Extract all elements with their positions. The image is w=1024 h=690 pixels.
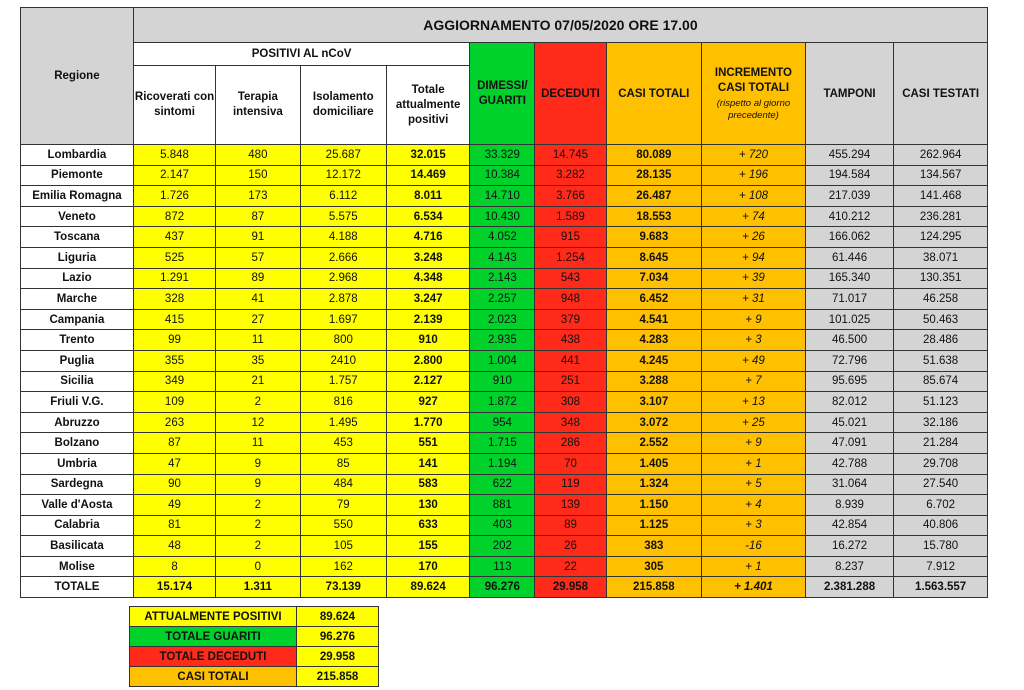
cell-deceduti: 119	[535, 474, 606, 495]
cell-ricoverati: 5.848	[133, 145, 215, 166]
header-incremento-label: INCREMENTO CASI TOTALI	[714, 66, 793, 94]
header-casi-testati: CASI TESTATI	[894, 43, 988, 145]
cell-testati: 236.281	[894, 206, 988, 227]
totals-dimessi: 96.276	[470, 577, 535, 598]
cell-totale: 3.248	[386, 247, 469, 268]
summary-label: CASI TOTALI	[130, 667, 297, 687]
cell-tamponi: 8.237	[805, 556, 893, 577]
cell-deceduti: 308	[535, 392, 606, 413]
table-row	[21, 495, 988, 516]
cell-isolamento: 800	[300, 330, 386, 351]
cell-incremento: + 3	[702, 330, 806, 351]
cell-incremento: + 5	[702, 474, 806, 495]
totals-casi: 215.858	[606, 577, 702, 598]
table-row	[21, 330, 988, 351]
cell-isolamento: 1.697	[300, 309, 386, 330]
cell-casi: 7.034	[606, 268, 702, 289]
table-row	[21, 556, 988, 577]
cell-casi: 2.552	[606, 433, 702, 454]
cell-totale: 32.015	[386, 145, 469, 166]
cell-incremento: -16	[702, 536, 806, 557]
cell-deceduti: 3.282	[535, 165, 606, 186]
cell-isolamento: 6.112	[300, 186, 386, 207]
cell-regione: Trento	[21, 330, 134, 351]
cell-tamponi: 455.294	[805, 145, 893, 166]
cell-regione: Puglia	[21, 350, 134, 371]
table-row	[21, 165, 988, 186]
table-row	[21, 433, 988, 454]
cell-incremento: + 49	[702, 350, 806, 371]
table-row	[21, 371, 988, 392]
cell-ricoverati: 263	[133, 412, 215, 433]
cell-deceduti: 438	[535, 330, 606, 351]
cell-totale: 141	[386, 453, 469, 474]
cell-isolamento: 25.687	[300, 145, 386, 166]
cell-deceduti: 3.766	[535, 186, 606, 207]
summary-value: 29.958	[297, 647, 379, 667]
cell-testati: 15.780	[894, 536, 988, 557]
cell-tamponi: 8.939	[805, 495, 893, 516]
cell-incremento: + 31	[702, 289, 806, 310]
cell-incremento: + 94	[702, 247, 806, 268]
cell-dimessi: 881	[470, 495, 535, 516]
cell-dimessi: 954	[470, 412, 535, 433]
cell-testati: 40.806	[894, 515, 988, 536]
cell-deceduti: 22	[535, 556, 606, 577]
cell-casi: 1.125	[606, 515, 702, 536]
cell-regione: Campania	[21, 309, 134, 330]
cell-incremento: + 9	[702, 433, 806, 454]
header-regione: Regione	[21, 8, 134, 145]
cell-dimessi: 202	[470, 536, 535, 557]
header-totale-positivi: Totale attualmente positivi	[386, 66, 469, 145]
cell-regione: Bolzano	[21, 433, 134, 454]
cell-totale: 551	[386, 433, 469, 454]
cell-terapia: 57	[216, 247, 300, 268]
totals-incremento: + 1.401	[702, 577, 806, 598]
cell-dimessi: 10.430	[470, 206, 535, 227]
cell-deceduti: 89	[535, 515, 606, 536]
cell-regione: Lombardia	[21, 145, 134, 166]
cell-casi: 26.487	[606, 186, 702, 207]
cell-totale: 155	[386, 536, 469, 557]
cell-ricoverati: 109	[133, 392, 215, 413]
cell-deceduti: 379	[535, 309, 606, 330]
cell-deceduti: 915	[535, 227, 606, 248]
summary-value: 96.276	[297, 627, 379, 647]
totals-deceduti: 29.958	[535, 577, 606, 598]
cell-ricoverati: 525	[133, 247, 215, 268]
cell-tamponi: 410.212	[805, 206, 893, 227]
cell-tamponi: 16.272	[805, 536, 893, 557]
cell-testati: 32.186	[894, 412, 988, 433]
cell-casi: 28.135	[606, 165, 702, 186]
cell-testati: 262.964	[894, 145, 988, 166]
cell-isolamento: 1.757	[300, 371, 386, 392]
cell-regione: Sardegna	[21, 474, 134, 495]
cell-casi: 18.553	[606, 206, 702, 227]
table-row	[21, 515, 988, 536]
header-tamponi: TAMPONI	[805, 43, 893, 145]
cell-terapia: 89	[216, 268, 300, 289]
cell-isolamento: 2.878	[300, 289, 386, 310]
cell-regione: Calabria	[21, 515, 134, 536]
cell-dimessi: 14.710	[470, 186, 535, 207]
cell-tamponi: 101.025	[805, 309, 893, 330]
cell-dimessi: 1.194	[470, 453, 535, 474]
cell-ricoverati: 872	[133, 206, 215, 227]
table-body	[21, 145, 988, 577]
cell-totale: 927	[386, 392, 469, 413]
cell-totale: 130	[386, 495, 469, 516]
cell-testati: 50.463	[894, 309, 988, 330]
cell-deceduti: 1.589	[535, 206, 606, 227]
cell-ricoverati: 355	[133, 350, 215, 371]
cell-casi: 3.107	[606, 392, 702, 413]
cell-totale: 4.348	[386, 268, 469, 289]
cell-ricoverati: 328	[133, 289, 215, 310]
cell-deceduti: 348	[535, 412, 606, 433]
cell-ricoverati: 1.291	[133, 268, 215, 289]
cell-deceduti: 70	[535, 453, 606, 474]
summary-label: TOTALE DECEDUTI	[130, 647, 297, 667]
cell-terapia: 91	[216, 227, 300, 248]
cell-regione: Abruzzo	[21, 412, 134, 433]
cell-terapia: 2	[216, 495, 300, 516]
cell-tamponi: 61.446	[805, 247, 893, 268]
cell-ricoverati: 87	[133, 433, 215, 454]
cell-regione: Valle d'Aosta	[21, 495, 134, 516]
cell-deceduti: 26	[535, 536, 606, 557]
summary-row	[130, 607, 379, 627]
cell-incremento: + 3	[702, 515, 806, 536]
cell-isolamento: 85	[300, 453, 386, 474]
cell-totale: 2.127	[386, 371, 469, 392]
cell-dimessi: 2.935	[470, 330, 535, 351]
table-row	[21, 309, 988, 330]
cell-dimessi: 10.384	[470, 165, 535, 186]
cell-isolamento: 550	[300, 515, 386, 536]
cell-tamponi: 82.012	[805, 392, 893, 413]
table-row	[21, 227, 988, 248]
cell-casi: 1.150	[606, 495, 702, 516]
cell-terapia: 87	[216, 206, 300, 227]
header-deceduti: DECEDUTI	[535, 43, 606, 145]
summary-body	[130, 607, 379, 687]
cell-isolamento: 2.968	[300, 268, 386, 289]
cell-testati: 28.486	[894, 330, 988, 351]
cell-dimessi: 33.329	[470, 145, 535, 166]
cell-totale: 3.247	[386, 289, 469, 310]
cell-terapia: 11	[216, 330, 300, 351]
cell-incremento: + 7	[702, 371, 806, 392]
cell-casi: 8.645	[606, 247, 702, 268]
cell-incremento: + 25	[702, 412, 806, 433]
cell-deceduti: 14.745	[535, 145, 606, 166]
cell-terapia: 150	[216, 165, 300, 186]
cell-testati: 51.638	[894, 350, 988, 371]
summary-label: ATTUALMENTE POSITIVI	[130, 607, 297, 627]
cell-tamponi: 217.039	[805, 186, 893, 207]
table-row	[21, 453, 988, 474]
cell-deceduti: 139	[535, 495, 606, 516]
cell-ricoverati: 437	[133, 227, 215, 248]
cell-terapia: 9	[216, 474, 300, 495]
table-row	[21, 412, 988, 433]
cell-casi: 383	[606, 536, 702, 557]
cell-dimessi: 2.023	[470, 309, 535, 330]
summary-label: TOTALE GUARITI	[130, 627, 297, 647]
header-isolamento: Isolamento domiciliare	[300, 66, 386, 145]
cell-tamponi: 72.796	[805, 350, 893, 371]
totals-ricoverati: 15.174	[133, 577, 215, 598]
cell-ricoverati: 8	[133, 556, 215, 577]
cell-totale: 2.800	[386, 350, 469, 371]
summary-table	[129, 606, 379, 687]
cell-testati: 124.295	[894, 227, 988, 248]
cell-dimessi: 2.257	[470, 289, 535, 310]
cell-isolamento: 162	[300, 556, 386, 577]
cell-isolamento: 79	[300, 495, 386, 516]
cell-casi: 3.288	[606, 371, 702, 392]
cell-ricoverati: 47	[133, 453, 215, 474]
cell-totale: 2.139	[386, 309, 469, 330]
cell-tamponi: 165.340	[805, 268, 893, 289]
cell-totale: 633	[386, 515, 469, 536]
cell-tamponi: 31.064	[805, 474, 893, 495]
cell-regione: Emilia Romagna	[21, 186, 134, 207]
table-row	[21, 289, 988, 310]
cell-totale: 8.011	[386, 186, 469, 207]
cell-incremento: + 4	[702, 495, 806, 516]
cell-terapia: 35	[216, 350, 300, 371]
cell-dimessi: 1.715	[470, 433, 535, 454]
cell-isolamento: 2.666	[300, 247, 386, 268]
cell-tamponi: 194.584	[805, 165, 893, 186]
header-dimessi: DIMESSI/ GUARITI	[470, 43, 535, 145]
cell-incremento: + 26	[702, 227, 806, 248]
cell-testati: 141.468	[894, 186, 988, 207]
cell-deceduti: 441	[535, 350, 606, 371]
summary-row	[130, 667, 379, 687]
cell-incremento: + 196	[702, 165, 806, 186]
totals-isolamento: 73.139	[300, 577, 386, 598]
table-row	[21, 145, 988, 166]
cell-deceduti: 948	[535, 289, 606, 310]
cell-testati: 29.708	[894, 453, 988, 474]
cell-isolamento: 105	[300, 536, 386, 557]
cell-ricoverati: 49	[133, 495, 215, 516]
cell-incremento: + 39	[702, 268, 806, 289]
cell-testati: 27.540	[894, 474, 988, 495]
cell-incremento: + 9	[702, 309, 806, 330]
cell-testati: 21.284	[894, 433, 988, 454]
header-terapia: Terapia intensiva	[216, 66, 300, 145]
cell-dimessi: 910	[470, 371, 535, 392]
cell-casi: 1.405	[606, 453, 702, 474]
totals-tamponi: 2.381.288	[805, 577, 893, 598]
cell-terapia: 12	[216, 412, 300, 433]
cell-regione: Liguria	[21, 247, 134, 268]
cell-ricoverati: 48	[133, 536, 215, 557]
cell-casi: 4.541	[606, 309, 702, 330]
cell-casi: 80.089	[606, 145, 702, 166]
totals-terapia: 1.311	[216, 577, 300, 598]
table-row	[21, 206, 988, 227]
cell-totale: 910	[386, 330, 469, 351]
cell-testati: 7.912	[894, 556, 988, 577]
cell-tamponi: 42.854	[805, 515, 893, 536]
table-row	[21, 247, 988, 268]
cell-terapia: 480	[216, 145, 300, 166]
header-casi-totali: CASI TOTALI	[606, 43, 702, 145]
cell-regione: Toscana	[21, 227, 134, 248]
cell-isolamento: 453	[300, 433, 386, 454]
cell-totale: 6.534	[386, 206, 469, 227]
cell-regione: Sicilia	[21, 371, 134, 392]
cell-isolamento: 484	[300, 474, 386, 495]
cell-dimessi: 2.143	[470, 268, 535, 289]
cell-regione: Friuli V.G.	[21, 392, 134, 413]
cell-casi: 6.452	[606, 289, 702, 310]
cell-isolamento: 816	[300, 392, 386, 413]
header-ricoverati: Ricoverati con sintomi	[133, 66, 215, 145]
cell-incremento: + 108	[702, 186, 806, 207]
cell-isolamento: 1.495	[300, 412, 386, 433]
totals-testati: 1.563.557	[894, 577, 988, 598]
cell-casi: 9.683	[606, 227, 702, 248]
cell-isolamento: 4.188	[300, 227, 386, 248]
summary-value: 89.624	[297, 607, 379, 627]
cell-regione: Umbria	[21, 453, 134, 474]
cell-regione: Marche	[21, 289, 134, 310]
table-row	[21, 536, 988, 557]
cell-terapia: 9	[216, 453, 300, 474]
cell-terapia: 27	[216, 309, 300, 330]
cell-regione: Molise	[21, 556, 134, 577]
cell-tamponi: 47.091	[805, 433, 893, 454]
cell-totale: 4.716	[386, 227, 469, 248]
covid-regional-table	[20, 7, 988, 598]
cell-ricoverati: 415	[133, 309, 215, 330]
summary-value: 215.858	[297, 667, 379, 687]
cell-deceduti: 1.254	[535, 247, 606, 268]
cell-isolamento: 2410	[300, 350, 386, 371]
cell-terapia: 2	[216, 536, 300, 557]
cell-incremento: + 13	[702, 392, 806, 413]
cell-casi: 3.072	[606, 412, 702, 433]
cell-terapia: 11	[216, 433, 300, 454]
header-incremento	[702, 43, 806, 145]
cell-ricoverati: 2.147	[133, 165, 215, 186]
cell-dimessi: 403	[470, 515, 535, 536]
cell-ricoverati: 99	[133, 330, 215, 351]
totals-label: TOTALE	[21, 577, 134, 598]
cell-isolamento: 5.575	[300, 206, 386, 227]
header-positivi-group: POSITIVI AL nCoV	[133, 43, 469, 66]
cell-dimessi: 4.052	[470, 227, 535, 248]
cell-terapia: 2	[216, 392, 300, 413]
cell-testati: 51.123	[894, 392, 988, 413]
cell-casi: 4.245	[606, 350, 702, 371]
cell-casi: 1.324	[606, 474, 702, 495]
cell-regione: Piemonte	[21, 165, 134, 186]
cell-tamponi: 71.017	[805, 289, 893, 310]
cell-terapia: 21	[216, 371, 300, 392]
cell-ricoverati: 1.726	[133, 186, 215, 207]
cell-terapia: 0	[216, 556, 300, 577]
cell-tamponi: 45.021	[805, 412, 893, 433]
cell-testati: 134.567	[894, 165, 988, 186]
table-row	[21, 392, 988, 413]
summary-row	[130, 627, 379, 647]
cell-regione: Veneto	[21, 206, 134, 227]
cell-isolamento: 12.172	[300, 165, 386, 186]
cell-incremento: + 1	[702, 453, 806, 474]
cell-dimessi: 622	[470, 474, 535, 495]
cell-ricoverati: 349	[133, 371, 215, 392]
cell-regione: Basilicata	[21, 536, 134, 557]
cell-incremento: + 74	[702, 206, 806, 227]
totals-row	[21, 577, 988, 598]
cell-tamponi: 95.695	[805, 371, 893, 392]
cell-incremento: + 1	[702, 556, 806, 577]
cell-testati: 6.702	[894, 495, 988, 516]
cell-deceduti: 251	[535, 371, 606, 392]
cell-terapia: 2	[216, 515, 300, 536]
summary-row	[130, 647, 379, 667]
cell-casi: 305	[606, 556, 702, 577]
cell-testati: 130.351	[894, 268, 988, 289]
cell-dimessi: 1.004	[470, 350, 535, 371]
table-row	[21, 474, 988, 495]
cell-deceduti: 286	[535, 433, 606, 454]
table-row	[21, 186, 988, 207]
cell-dimessi: 113	[470, 556, 535, 577]
cell-terapia: 41	[216, 289, 300, 310]
totals-totale: 89.624	[386, 577, 469, 598]
cell-totale: 583	[386, 474, 469, 495]
page-title: AGGIORNAMENTO 07/05/2020 ORE 17.00	[133, 8, 987, 43]
header-incremento-note: (rispetto al giorno precedente)	[716, 97, 791, 121]
cell-ricoverati: 90	[133, 474, 215, 495]
cell-testati: 85.674	[894, 371, 988, 392]
cell-regione: Lazio	[21, 268, 134, 289]
cell-testati: 46.258	[894, 289, 988, 310]
cell-ricoverati: 81	[133, 515, 215, 536]
cell-tamponi: 42.788	[805, 453, 893, 474]
cell-totale: 1.770	[386, 412, 469, 433]
cell-totale: 170	[386, 556, 469, 577]
cell-incremento: + 720	[702, 145, 806, 166]
table-row	[21, 268, 988, 289]
cell-tamponi: 46.500	[805, 330, 893, 351]
cell-testati: 38.071	[894, 247, 988, 268]
cell-deceduti: 543	[535, 268, 606, 289]
cell-tamponi: 166.062	[805, 227, 893, 248]
table-row	[21, 350, 988, 371]
cell-casi: 4.283	[606, 330, 702, 351]
cell-totale: 14.469	[386, 165, 469, 186]
cell-dimessi: 1.872	[470, 392, 535, 413]
cell-dimessi: 4.143	[470, 247, 535, 268]
cell-terapia: 173	[216, 186, 300, 207]
